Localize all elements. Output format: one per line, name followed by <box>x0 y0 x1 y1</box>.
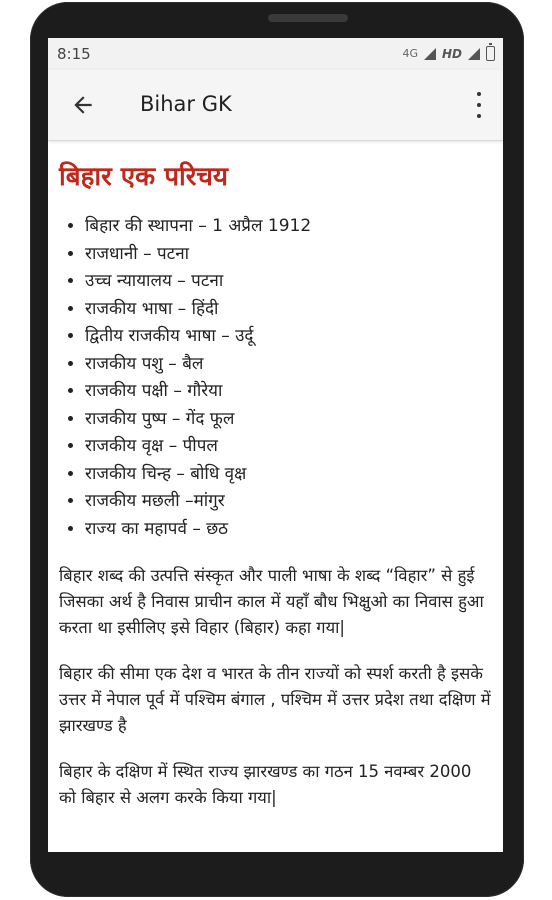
list-item: • राजधानी – पटना <box>85 241 493 269</box>
article-heading: बिहार एक परिचय <box>59 162 228 192</box>
list-item: • राजकीय भाषा – हिंदी <box>85 296 493 324</box>
list-item: • राजकीय पुष्प – गेंद फूल <box>85 406 493 434</box>
paragraph-borders: बिहार की सीमा एक देश व भारत के तीन राज्यों को स्पर्श करती है इसके उत्तर में नेपाल पूर्व में पश्चिम बंगाल , पश्चिम में उत्तर प्रदेश तथा दक्षिण में झारखण्ड है <box>59 664 491 735</box>
paragraph-origin: बिहार शब्द की उत्पत्ति संस्कृत और पाली भाषा के शब्द “विहार” से हुई जिसका अर्थ है निवास प्राचीन काल में यहाँ बौध भिक्षुओ का निवास हुआ करता था इसीलिए इसे विहार (बिहार) कहा गया| <box>59 566 484 637</box>
phone-screen <box>48 38 503 852</box>
more-vert-icon[interactable] <box>473 92 485 118</box>
status-bar <box>48 38 503 70</box>
list-item: • राजकीय पशु – बैल <box>85 351 493 379</box>
list-item: • बिहार की स्थापना – 1 अप्रैल 1912 <box>85 213 493 241</box>
network-type-label: 4G <box>402 47 418 60</box>
paragraph-jharkhand: बिहार के दक्षिण में स्थित राज्य झारखण्ड का गठन 15 नवम्बर 2000 को बिहार से अलग करके किया गया| <box>59 762 472 807</box>
list-item: • राजकीय मछली –मांगुर <box>85 488 493 516</box>
app-bar <box>48 70 503 141</box>
list-item: • राजकीय वृक्ष – पीपल <box>85 433 493 461</box>
hd-label: HD <box>441 46 462 61</box>
list-item: • राज्य का महापर्व – छठ <box>85 516 493 544</box>
list-item: • द्वितीय राजकीय भाषा – उर्दू <box>85 323 493 351</box>
status-time: 8:15 <box>57 45 91 63</box>
phone-speaker <box>268 14 348 22</box>
list-item: • राजकीय चिन्ह – बोधि वृक्ष <box>85 461 493 489</box>
facts-list <box>59 213 493 543</box>
app-title: Bihar GK <box>140 92 232 116</box>
article-content[interactable] <box>48 141 503 852</box>
back-arrow-icon[interactable] <box>70 92 96 118</box>
signal-icon <box>424 48 436 60</box>
signal-icon <box>468 48 480 60</box>
list-item: • उच्च न्यायालय – पटना <box>85 268 493 296</box>
list-item: • राजकीय पक्षी – गौरेया <box>85 378 493 406</box>
status-icons <box>402 46 495 61</box>
battery-icon <box>486 46 495 61</box>
